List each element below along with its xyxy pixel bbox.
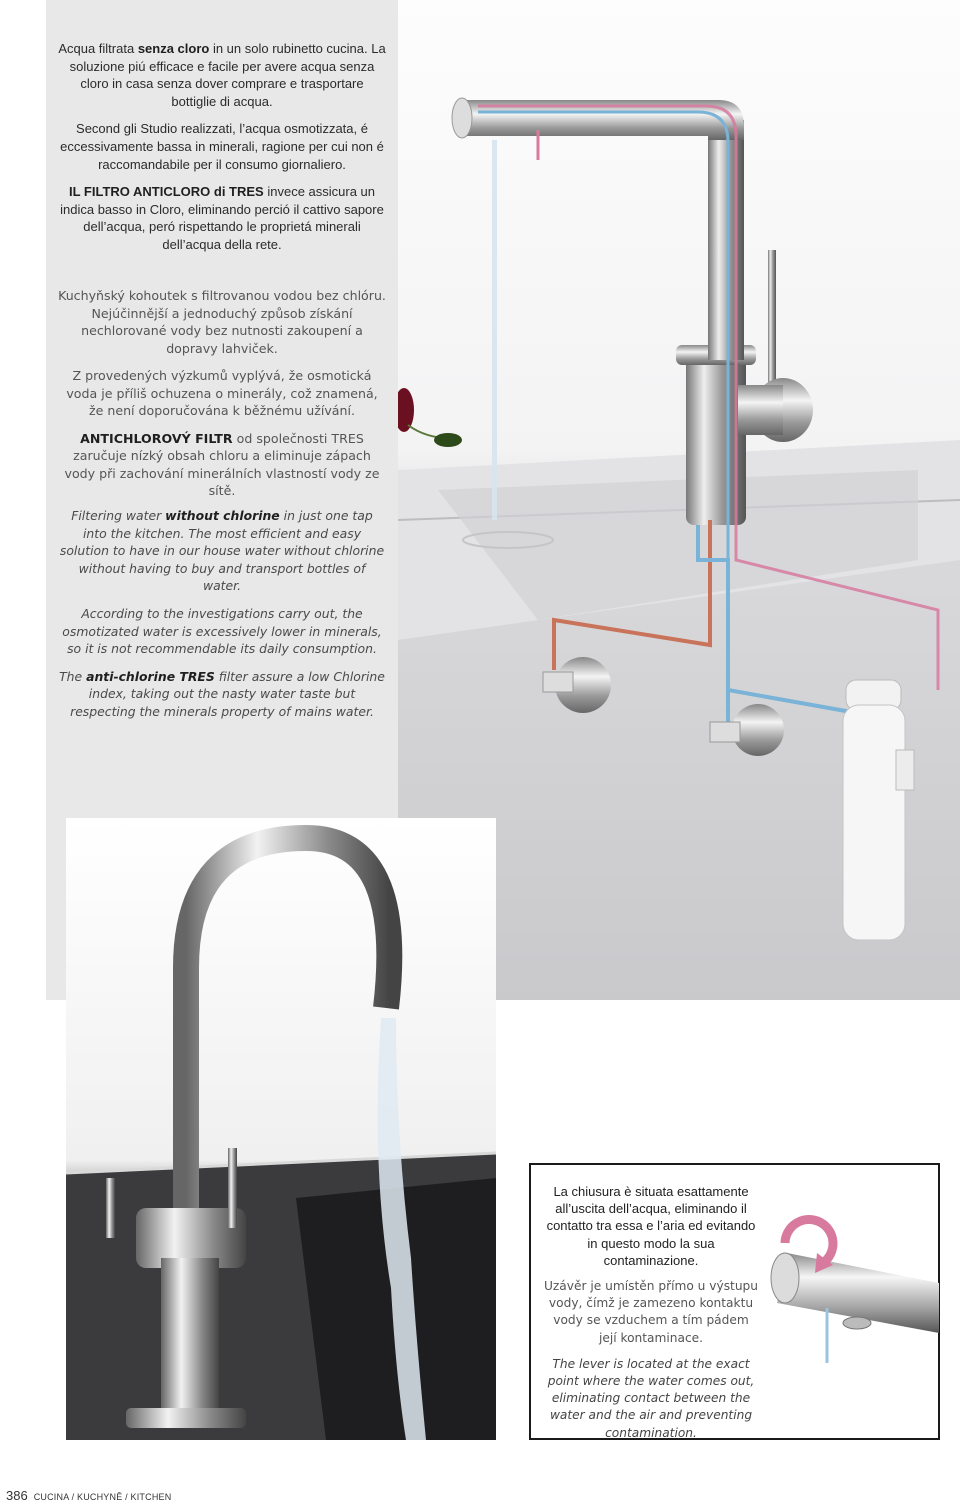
info-box-text [543, 1183, 759, 1451]
italian-paragraph-2: Second gli Studio realizzati, l’acqua osmotizzata, é eccessivamente bassa in minerali, ragione per cui non é raccomandabile per il consumo giornaliero. [60, 121, 384, 172]
curved-faucet-photo [66, 818, 496, 1440]
italian-paragraph-3: IL FILTRO ANTICLORO di TRES invece assicura un indica basso in Cloro, eliminando perció il cattivo sapore dell’acqua, peró rispettando le proprietá minerali dell’acqua della rete. [60, 184, 384, 252]
info-italian: La chiusura è situata esattamente all’uscita dell’acqua, eliminando il contatto tra essa e l’aria ed evitando in questo modo la sua contaminazione. [546, 1184, 756, 1268]
page-number: 386 [6, 1488, 28, 1503]
czech-text-block [58, 287, 386, 510]
section-label: CUCINA / KUCHYNĚ / KITCHEN [33, 1492, 172, 1502]
english-paragraph-3: The anti-chlorine TRES filter assure a low Chlorine index, taking out the nasty water taste but respecting the minerals property of mains water. [59, 668, 385, 719]
czech-paragraph-3: ANTICHLOROVÝ FILTR od společnosti TRES zaručuje nízký obsah chloru a eliminuje zápach vody při zachování minerálních vlastností vody ze sítě. [64, 430, 380, 498]
czech-paragraph-2: Z provedených výzkumů vyplývá, že osmotická voda je příliš ochuzena o minerály, což znamená, že není doporučována k běžnému užívání. [66, 368, 378, 418]
info-box [529, 1163, 940, 1440]
english-text-block [58, 507, 386, 731]
page-footer [6, 1488, 171, 1503]
spout-closeup-photo [767, 1213, 939, 1363]
info-english: The lever is located at the exact point where the water comes out, eliminating contact between the water and the air and preventing contamination. [547, 1356, 755, 1440]
italian-paragraph-1: Acqua filtrata senza cloro in un solo rubinetto cucina. La soluzione piú efficace e facile per avere acqua senza cloro in casa senza dover comprare e trasportare bottiglie di acqua. [58, 41, 386, 109]
info-czech: Uzávěr je umístěn přímo u výstupu vody, čímž je zamezeno kontaktu vody se vzduchem a tím pádem její kontaminace. [543, 1279, 759, 1345]
english-paragraph-2: According to the investigations carry out, the osmotizated water is excessively lower in minerals, so it is not recommendable its daily consumption. [62, 605, 382, 657]
italian-text-block [58, 40, 386, 264]
english-paragraph-1: Filtering water without chlorine in just one tap into the kitchen. The most efficient and easy solution to have in our house water without chlorine without having to buy and transport bottles of water. [59, 508, 385, 594]
czech-paragraph-1: Kuchyňský kohoutek s filtrovanou vodou bez chlóru. Nejúčinnější a jednoduchý způsob získání nechlorované vody bez nutnosti zakoupení a dopravy lahviček. [58, 288, 386, 356]
